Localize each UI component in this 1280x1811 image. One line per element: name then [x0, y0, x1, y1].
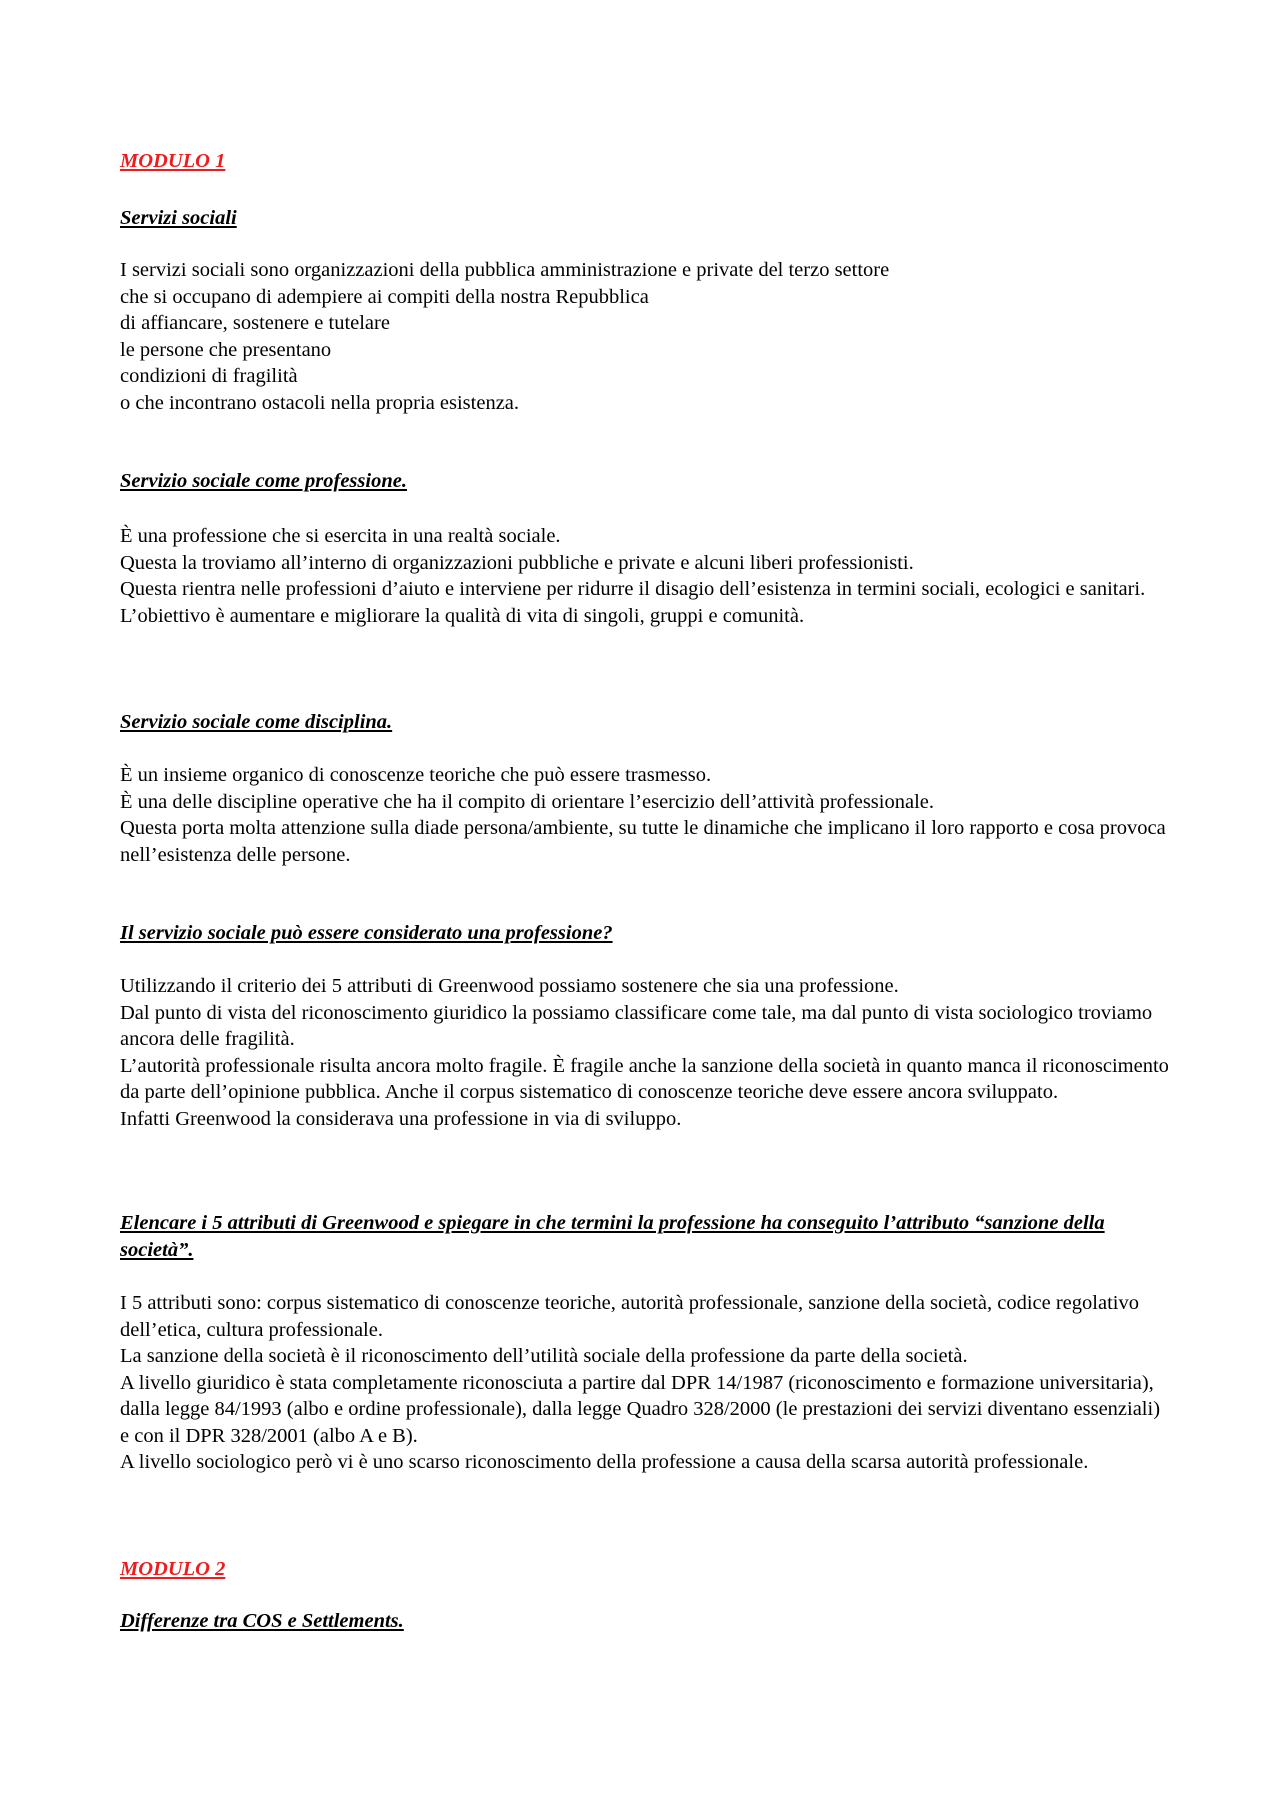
- paragraph-line: condizioni di fragilità: [120, 365, 298, 387]
- paragraph-line: È una professione che si esercita in una realtà sociale.: [120, 525, 561, 547]
- module-2-title: MODULO 2: [120, 1558, 226, 1580]
- section-differenze-heading: Differenze tra COS e Settlements.: [120, 1610, 404, 1632]
- paragraph-line: È un insieme organico di conoscenze teoriche che può essere trasmesso.: [120, 764, 712, 786]
- section-attributi-body: [120, 1290, 1170, 1476]
- paragraph-line: I servizi sociali sono organizzazioni della pubblica amministrazione e private del terzo settore: [120, 259, 890, 281]
- module-1-title: MODULO 1: [120, 150, 226, 172]
- paragraph-line: che si occupano di adempiere ai compiti della nostra Repubblica: [120, 285, 649, 308]
- section-considerato-heading: Il servizio sociale può essere considerato una professione?: [120, 922, 613, 944]
- paragraph-line: I 5 attributi sono: corpus sistematico di conoscenze teoriche, autorità professionale, sanzione della società, codice regolativo dell’etica, cultura professionale.: [120, 1292, 1139, 1341]
- paragraph-line: Questa la troviamo all’interno di organizzazioni pubbliche e private e alcuni liberi professionisti.: [120, 551, 914, 574]
- paragraph-line: L’obiettivo è aumentare e migliorare la qualità di vita di singoli, gruppi e comunità.: [120, 604, 805, 627]
- section-attributi-heading: Elencare i 5 attributi di Greenwood e spiegare in che termini la professione ha conseguito l’attributo “sanzione della società”.: [120, 1212, 1105, 1261]
- paragraph-line: di affiancare, sostenere e tutelare: [120, 312, 390, 334]
- section-professione-heading: Servizio sociale come professione.: [120, 470, 407, 492]
- paragraph-line: o che incontrano ostacoli nella propria esistenza.: [120, 391, 520, 414]
- section-disciplina-body: [120, 762, 1170, 868]
- paragraph-line: le persone che presentano: [120, 338, 332, 361]
- paragraph-line: Questa rientra nelle professioni d’aiuto e interviene per ridurre il disagio dell’esistenza in termini sociali, ecologici e sanitari.: [120, 578, 1146, 600]
- section-professione-body: [120, 523, 1170, 629]
- paragraph-line: Infatti Greenwood la considerava una professione in via di sviluppo.: [120, 1107, 682, 1130]
- section-considerato-body: [120, 973, 1170, 1132]
- paragraph-line: È una delle discipline operative che ha il compito di orientare l’esercizio dell’attività professionale.: [120, 790, 934, 813]
- section-servizi-sociali-heading: Servizi sociali: [120, 207, 237, 229]
- paragraph-line: L’autorità professionale risulta ancora molto fragile. È fragile anche la sanzione della società in quanto manca il riconoscimento da parte dell’opinione pubblica. Anche il corpus sistematico di conoscenze teoriche deve essere ancora sviluppato.: [120, 1054, 1169, 1103]
- section-servizi-sociali-body: [120, 257, 1170, 416]
- paragraph-line: A livello sociologico però vi è uno scarso riconoscimento della professione a causa della scarsa autorità professionale.: [120, 1451, 1089, 1473]
- paragraph-line: Questa porta molta attenzione sulla diade persona/ambiente, su tutte le dinamiche che implicano il loro rapporto e cosa provoca nell’esistenza delle persone.: [120, 817, 1166, 866]
- paragraph-line: Dal punto di vista del riconoscimento giuridico la possiamo classificare come tale, ma dal punto di vista sociologico troviamo ancora delle fragilità.: [120, 1001, 1153, 1050]
- paragraph-line: Utilizzando il criterio dei 5 attributi di Greenwood possiamo sostenere che sia una professione.: [120, 975, 899, 997]
- section-disciplina-heading: Servizio sociale come disciplina.: [120, 711, 393, 733]
- paragraph-line: La sanzione della società è il riconoscimento dell’utilità sociale della professione da parte della società.: [120, 1345, 968, 1367]
- paragraph-line: A livello giuridico è stata completamente riconosciuta a partire dal DPR 14/1987 (riconoscimento e formazione universitaria), dalla legge 84/1993 (albo e ordine professionale), dalla legge Quadro 328/2000 (le prestazioni dei servizi diventano essenziali) e con il DPR 328/2001 (albo A e B).: [120, 1371, 1161, 1447]
